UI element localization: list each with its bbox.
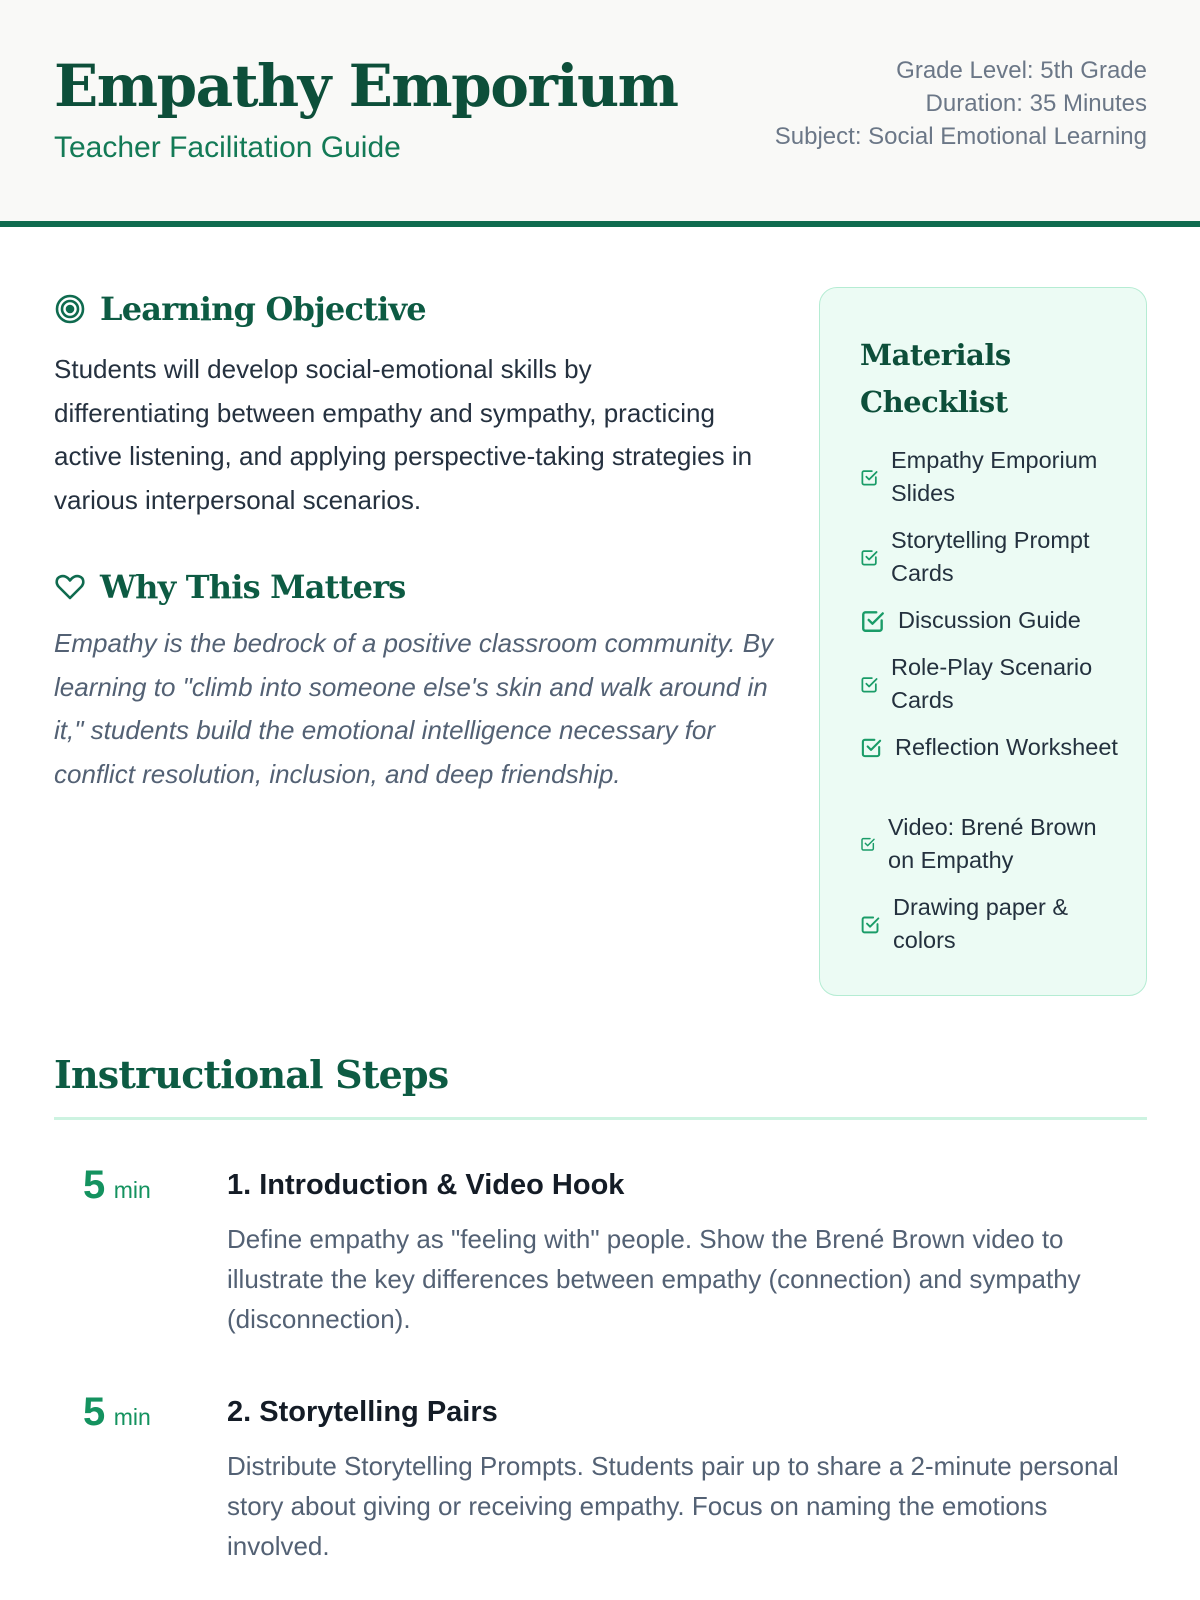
materials-item-label: Reflection Worksheet	[895, 734, 1118, 760]
step-duration-unit: min	[113, 1404, 151, 1430]
checkbox-icon	[860, 608, 886, 634]
steps-heading: Instructional Steps	[54, 1052, 449, 1097]
lesson-subject: Subject: Social Emotional Learning	[774, 123, 1147, 150]
step-duration	[83, 1163, 151, 1208]
materials-item[interactable]	[860, 524, 1120, 590]
materials-item[interactable]	[860, 604, 1120, 637]
materials-item[interactable]	[860, 731, 1120, 764]
step-title: 1. Introduction & Video Hook	[227, 1169, 625, 1201]
objective-heading-label: Learning Objective	[100, 290, 426, 328]
grade-level: Grade Level: 5th Grade	[896, 57, 1147, 84]
materials-title: Materials Checklist	[860, 338, 1011, 419]
checkbox-icon	[860, 836, 876, 852]
lesson-meta	[775, 54, 1147, 153]
materials-item[interactable]	[860, 891, 1120, 957]
checkbox-icon	[860, 675, 879, 694]
divider	[54, 1117, 1147, 1120]
heart-icon	[54, 571, 86, 603]
materials-item-label: Drawing paper & colors	[893, 894, 1069, 953]
step-duration-value: 5	[83, 1163, 106, 1207]
why-matters-heading-label: Why This Matters	[100, 568, 406, 606]
materials-item[interactable]	[860, 811, 1120, 877]
checkbox-icon	[860, 468, 879, 487]
step-description: Distribute Storytelling Prompts. Students pair up to share a 2-minute personal story about giving or receiving empathy. Focus on naming the emotions involved.	[227, 1451, 1119, 1561]
step-duration-unit: min	[113, 1177, 151, 1203]
checkbox-icon	[860, 736, 883, 759]
checkbox-icon	[860, 548, 879, 567]
objective-text: Students will develop social-emotional skills by differentiating between empathy and sympathy, practicing active listening, and applying perspective-taking strategies in various interpersonal scenarios.	[54, 354, 753, 515]
step-description: Define empathy as "feeling with" people. Show the Brené Brown video to illustrate the key differences between empathy (connection) and sympathy (disconnection).	[227, 1224, 1081, 1334]
lesson-duration: Duration: 35 Minutes	[925, 90, 1147, 117]
materials-item[interactable]	[860, 444, 1120, 510]
step-duration	[83, 1390, 151, 1435]
materials-item-label: Storytelling Prompt Cards	[891, 527, 1090, 586]
page-title: Empathy Emporium	[54, 52, 678, 120]
target-icon	[54, 293, 86, 325]
materials-item-label: Discussion Guide	[898, 607, 1081, 633]
materials-item-label: Empathy Emporium Slides	[891, 447, 1098, 506]
materials-item[interactable]	[860, 651, 1120, 717]
why-matters-heading	[54, 568, 405, 606]
materials-item-label: Video: Brené Brown on Empathy	[888, 814, 1097, 873]
why-matters-text: Empathy is the bedrock of a positive classroom community. By learning to "climb into someone else's skin and walk around in it," students build the emotional intelligence necessary for conflict resolution, inclusion, and deep friendship.	[54, 628, 774, 789]
step-duration-value: 5	[83, 1390, 106, 1434]
page-subtitle: Teacher Facilitation Guide	[54, 131, 401, 164]
page-header	[0, 0, 1200, 227]
step-title: 2. Storytelling Pairs	[227, 1396, 498, 1428]
objective-heading	[54, 290, 426, 328]
materials-item-label: Role-Play Scenario Cards	[891, 654, 1093, 713]
checkbox-icon	[860, 914, 881, 935]
materials-checklist	[819, 287, 1147, 996]
